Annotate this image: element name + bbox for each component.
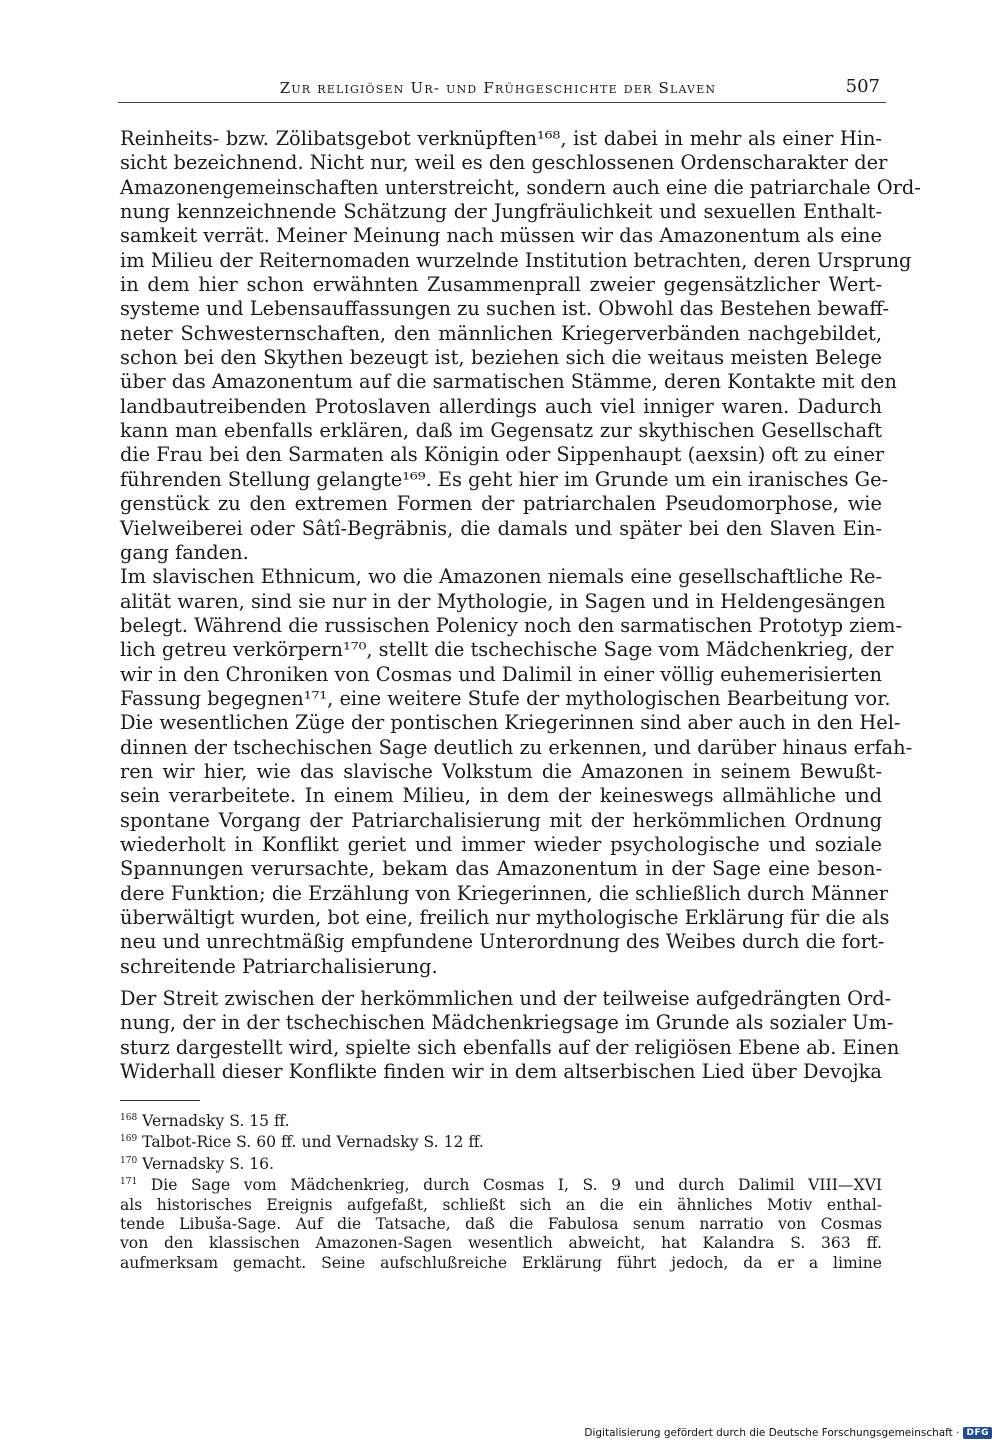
text-line: neter Schwesternschaften, den männlichen Kriegerverbänden nachgebildet, xyxy=(120,321,882,345)
dfg-logo: DFG xyxy=(963,1427,992,1439)
text-line: Spannungen verursachte, bekam das Amazonentum in der Sage eine beson- xyxy=(120,857,882,881)
page-number: 507 xyxy=(845,76,880,97)
paragraph-2 xyxy=(120,565,913,979)
text-line: wiederholt in Konflikt geriet und immer wieder psychologische und soziale xyxy=(120,832,882,856)
text-line: Widerhall dieser Konflikte finden wir in dem altserbischen Lied über Devojka xyxy=(120,1060,882,1084)
footnote-number: 169 xyxy=(120,1134,138,1145)
text-line: dere Funktion; die Erzählung von Kriegerinnen, die schließlich durch Männer xyxy=(120,881,888,905)
text-line: Die wesentlichen Züge der pontischen Kriegerinnen sind aber auch in den Hel- xyxy=(120,711,901,735)
text-line: sicht bezeichnend. Nicht nur, weil es den geschlossenen Ordenscharakter der xyxy=(120,151,888,175)
text-line: systeme und Lebensauffassungen zu suchen ist. Obwohl das Bestehen bewaff- xyxy=(120,297,890,321)
text-line: genstück zu den extremen Formen der patriarchalen Pseudomorphose, wie xyxy=(120,492,882,516)
text-line: im Milieu der Reiternomaden wurzelnde Institution betrachten, deren Ursprung xyxy=(120,248,912,272)
text-line: sein verarbeitete. In einem Milieu, in dem der keineswegs allmähliche und xyxy=(120,784,882,808)
text-line: kann man ebenfalls erklären, daß im Gegensatz zur skythischen Gesellschaft xyxy=(120,419,882,443)
text-line: nung, der in der tschechischen Mädchenkriegsage im Grunde als sozialer Um- xyxy=(120,1011,894,1035)
paragraph-3 xyxy=(120,987,900,1084)
text-line: gang fanden. xyxy=(120,540,249,564)
text-line: wir in den Chroniken von Cosmas und Dalimil in einer völlig euhemerisierten xyxy=(120,662,882,686)
footnote-text: Talbot-Rice S. 60 ff. und Vernadsky S. 12 ff. xyxy=(142,1133,484,1152)
footnote-line: aufmerksam gemacht. Seine aufschlußreiche Erklärung führt jedoch, da er a limine xyxy=(120,1253,882,1272)
text-line: nung kennzeichnende Schätzung der Jungfräulichkeit und sexuellen Enthalt- xyxy=(120,200,882,224)
text-line: sturz dargestellt wird, spielte sich ebenfalls auf der religiösen Ebene ab. Einen xyxy=(120,1035,900,1059)
footnote-text: Die Sage vom Mädchenkrieg, durch Cosmas I, S. 9 und durch Dalimil VIII—XVI xyxy=(150,1176,882,1195)
body-text xyxy=(120,127,921,1084)
text-line: Reinheits- bzw. Zölibatsgebot verknüpften¹⁶⁸, ist dabei in mehr als einer Hin- xyxy=(120,127,882,150)
footnote-number: 170 xyxy=(120,1155,138,1166)
footnote-line: tende Libuša-Sage. Auf die Tatsache, daß die Fabulosa senum narratio von Cosmas xyxy=(120,1215,882,1234)
credit-text: Digitalisierung gefördert durch die Deutsche Forschungsgemeinschaft · xyxy=(584,1427,960,1439)
text-line: führenden Stellung gelangte¹⁶⁹. Es geht hier im Grunde um ein iranisches Ge- xyxy=(120,467,889,491)
text-line: überwältigt wurden, bot eine, freilich nur mythologische Erklärung für die als xyxy=(120,906,890,929)
footnote-168 xyxy=(120,1112,882,1131)
footnote-rule xyxy=(120,1100,200,1101)
text-line: Der Streit zwischen der herkömmlichen und der teilweise aufgedrängten Ord- xyxy=(120,987,892,1011)
text-line: Amazonengemeinschaften unterstreicht, sondern auch eine die patriarchale Ord- xyxy=(120,175,921,199)
text-line: schon bei den Skythen bezeugt ist, beziehen sich die weitaus meisten Belege xyxy=(120,346,882,370)
text-line: landbautreibenden Protoslaven allerdings auch viel inniger waren. Dadurch xyxy=(120,394,882,418)
text-line: dinnen der tschechischen Sage deutlich zu erkennen, und darüber hinaus erfah- xyxy=(120,735,913,759)
footnote-text: Vernadsky S. 15 ff. xyxy=(142,1112,290,1130)
text-line: in dem hier schon erwähnten Zusammenprall zweier gegensätzlicher Wert- xyxy=(120,273,882,297)
text-line: ren wir hier, wie das slavische Volkstum die Amazonen in seinem Bewußt- xyxy=(120,759,882,783)
footnote-text: Vernadsky S. 16. xyxy=(142,1154,275,1173)
text-line: samkeit verrät. Meiner Meinung nach müssen wir das Amazonentum als eine xyxy=(120,224,882,248)
text-line: belegt. Während die russischen Polenicy noch den sarmatischen Prototyp ziem- xyxy=(120,613,902,637)
text-line: die Frau bei den Sarmaten als Königin oder Sippenhaupt (aexsin) oft zu einer xyxy=(120,443,885,467)
footnote-number: 171 xyxy=(120,1177,138,1188)
footnote-line xyxy=(120,1176,882,1195)
text-line: neu und unrechtmäßig empfundene Unterordnung des Weibes durch die fort- xyxy=(120,930,885,954)
paragraph-1 xyxy=(120,127,921,565)
running-title: Zur religiösen Ur- und Frühgeschichte der Slaven xyxy=(279,79,717,97)
text-line: Im slavischen Ethnicum, wo die Amazonen niemals eine gesellschaftliche Re- xyxy=(120,565,882,589)
footnote-171 xyxy=(120,1176,882,1273)
digitization-credit xyxy=(584,1427,992,1439)
text-line: spontane Vorgang der Patriarchalisierung mit der herkömmlichen Ordnung xyxy=(120,808,882,832)
text-line: schreitende Patriarchalisierung. xyxy=(120,954,438,978)
text-line: lich getreu verkörpern¹⁷⁰, stellt die tschechische Sage vom Mädchenkrieg, der xyxy=(120,638,894,662)
running-header xyxy=(118,76,886,103)
footnote-169 xyxy=(120,1133,882,1152)
text-line: Vielweiberei oder Sâtî-Begräbnis, die damals und später bei den Slaven Ein- xyxy=(120,516,882,540)
footnote-170 xyxy=(120,1155,882,1174)
text-line: alität waren, sind sie nur in der Mythologie, in Sagen und in Heldengesängen xyxy=(120,589,886,613)
footnote-number: 168 xyxy=(120,1113,138,1123)
text-line: über das Amazonentum auf die sarmatischen Stämme, deren Kontakte mit den xyxy=(120,370,897,394)
footnote-line: von den klassischen Amazonen-Sagen wesentlich abweicht, hat Kalandra S. 363 ff. xyxy=(120,1234,882,1253)
text-line: Fassung begegnen¹⁷¹, eine weitere Stufe der mythologischen Bearbeitung vor. xyxy=(120,686,891,710)
footnote-line: als historisches Ereignis aufgefaßt, schließt sich an die ein ähnliches Motiv enthal- xyxy=(120,1195,882,1214)
footnotes xyxy=(120,1112,882,1275)
